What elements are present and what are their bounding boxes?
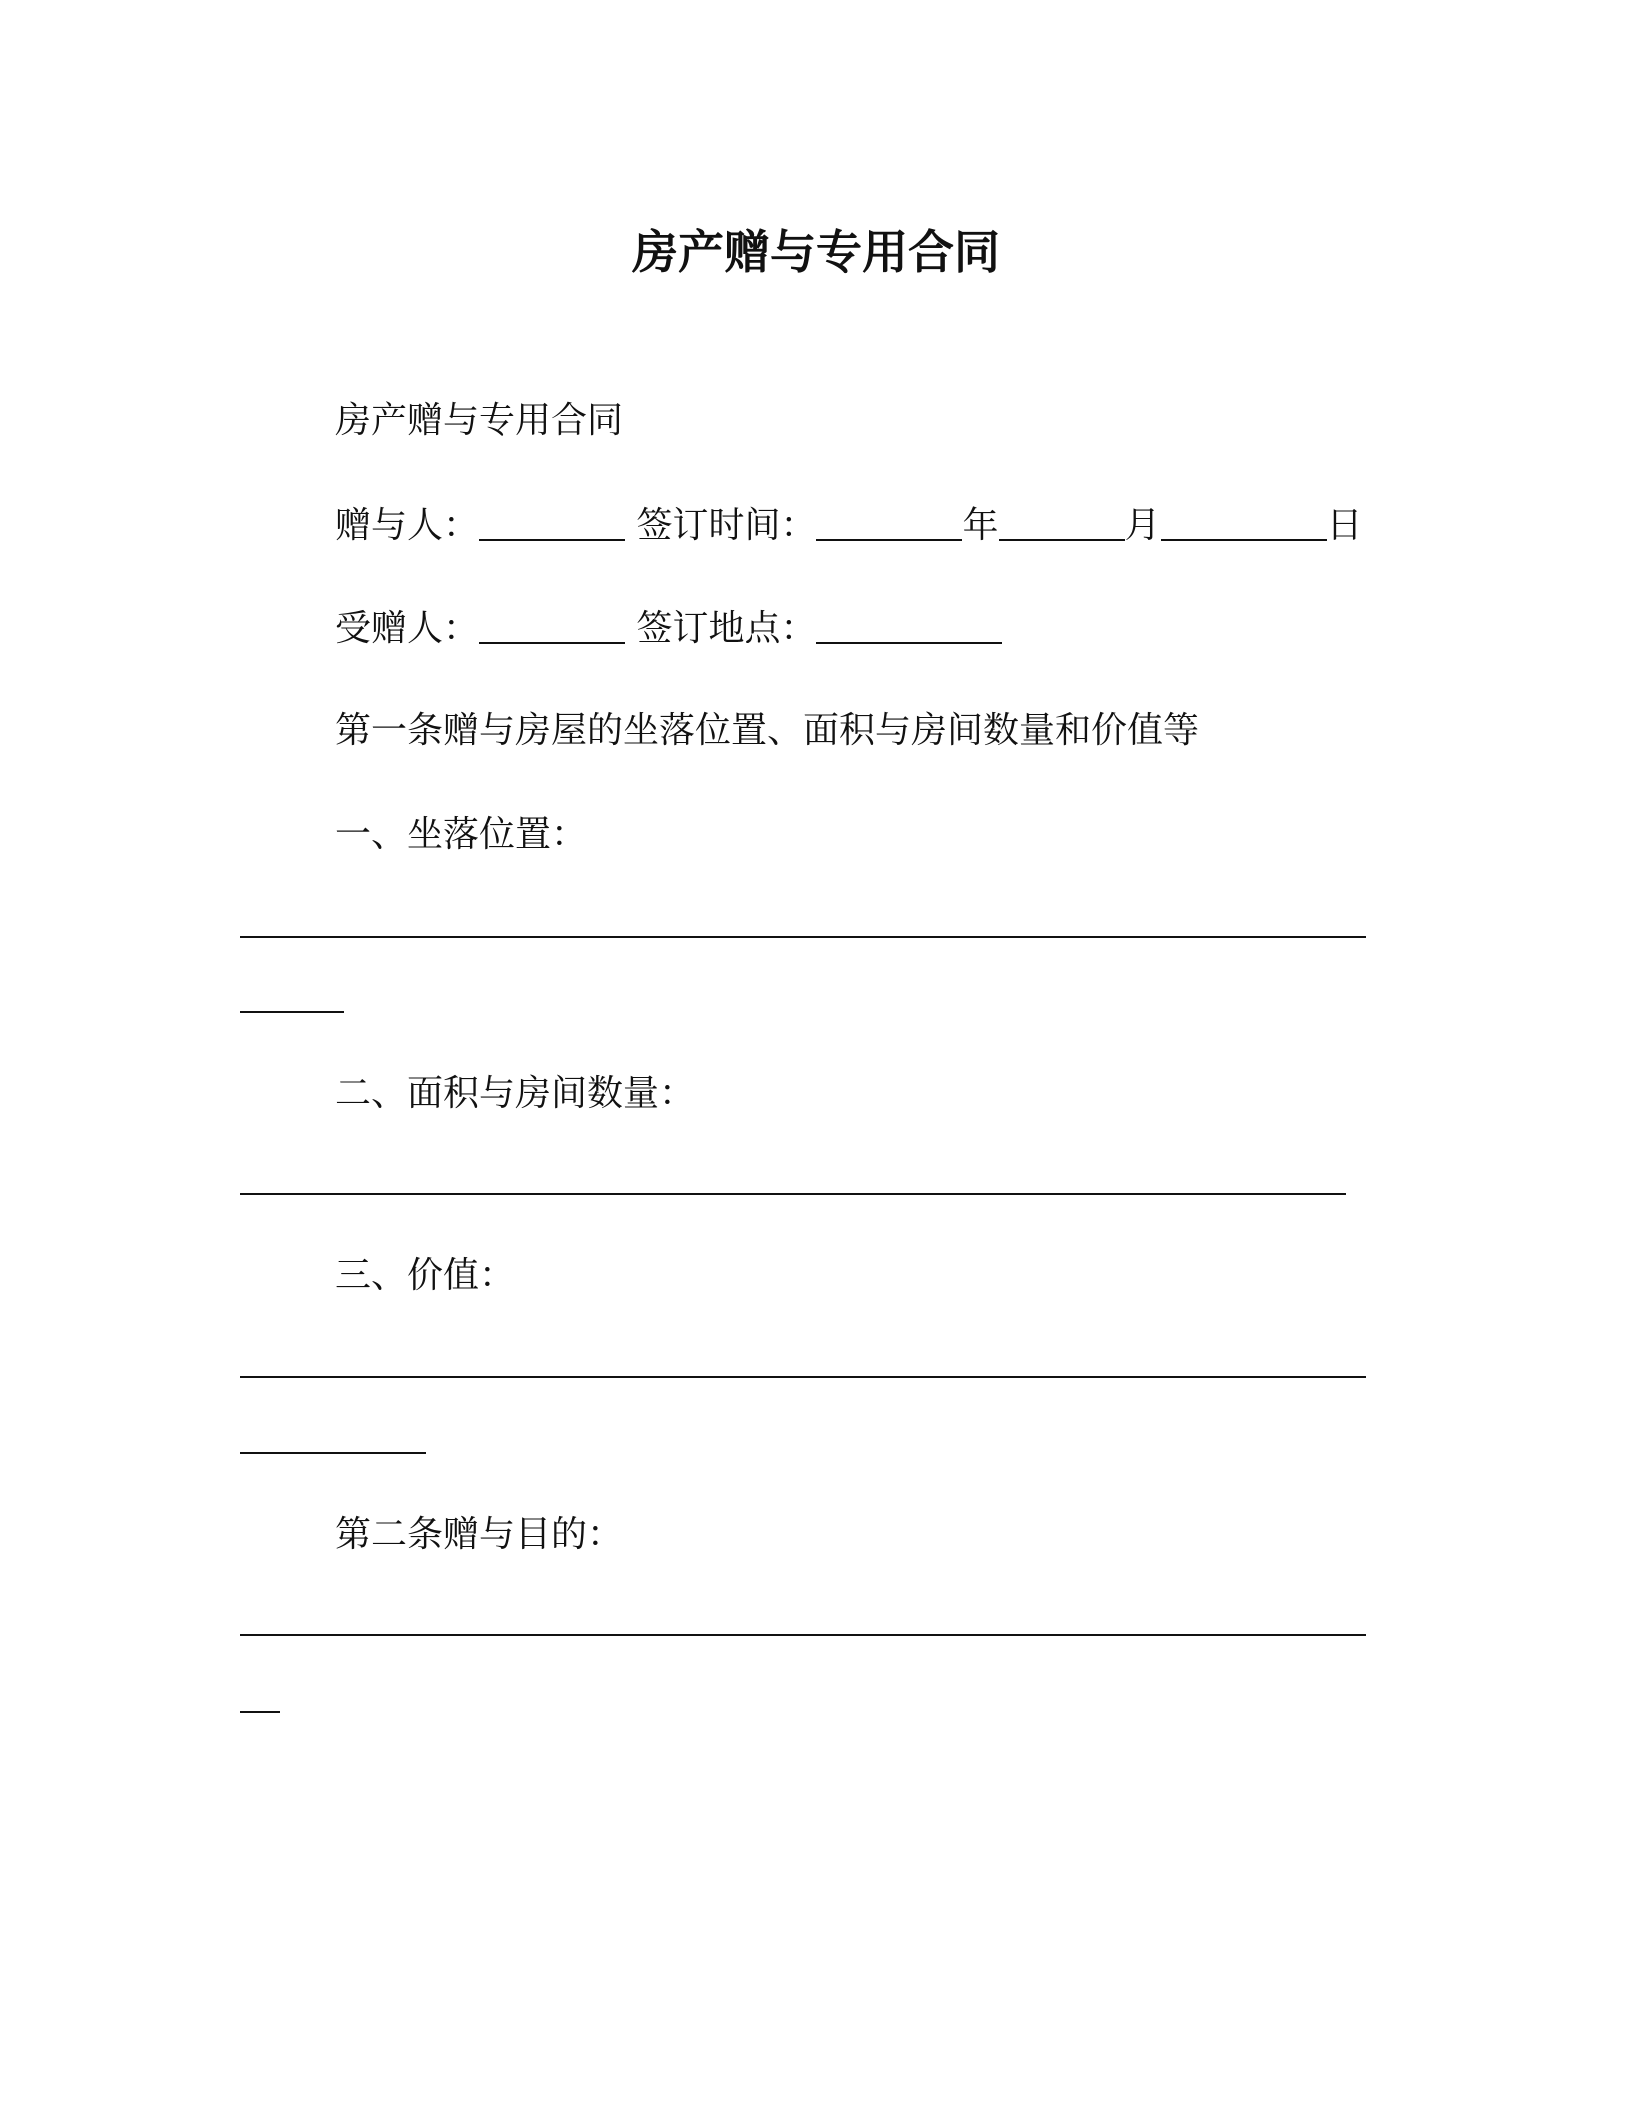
sign-place-label: 签订地点： <box>636 608 817 649</box>
item3-label: 三、价值： <box>335 1255 516 1296</box>
donor-row <box>335 499 1363 551</box>
donor-label: 赠与人： <box>335 505 480 546</box>
donee-label: 受赠人： <box>335 608 480 649</box>
item3-fill-line-1[interactable] <box>240 1376 1366 1378</box>
item2-fill-line[interactable] <box>240 1193 1346 1195</box>
donor-blank[interactable] <box>479 503 625 541</box>
month-label: 月 <box>1124 505 1161 546</box>
day-label: 日 <box>1326 505 1363 546</box>
item3-fill-line-2[interactable] <box>240 1452 426 1454</box>
article2-fill-line-1[interactable] <box>240 1634 1366 1636</box>
year-blank[interactable] <box>816 503 962 541</box>
month-blank[interactable] <box>999 503 1125 541</box>
sign-place-blank[interactable] <box>816 606 1002 644</box>
document-subtitle: 房产赠与专用合同 <box>335 400 624 441</box>
item2-label: 二、面积与房间数量： <box>335 1073 696 1114</box>
donee-row <box>335 602 1002 654</box>
item1-label: 一、坐落位置： <box>335 814 588 855</box>
article2-fill-line-2[interactable] <box>240 1711 280 1713</box>
article1-heading: 第一条赠与房屋的坐落位置、面积与房间数量和价值等 <box>335 710 1200 751</box>
item1-fill-line-2[interactable] <box>240 1011 344 1013</box>
document-title: 房产赠与专用合同 <box>632 225 1000 279</box>
year-label: 年 <box>962 505 999 546</box>
day-blank[interactable] <box>1161 503 1327 541</box>
sign-time-label: 签订时间： <box>636 505 817 546</box>
donee-blank[interactable] <box>479 606 625 644</box>
item1-fill-line-1[interactable] <box>240 936 1366 938</box>
article2-heading: 第二条赠与目的： <box>335 1514 624 1555</box>
